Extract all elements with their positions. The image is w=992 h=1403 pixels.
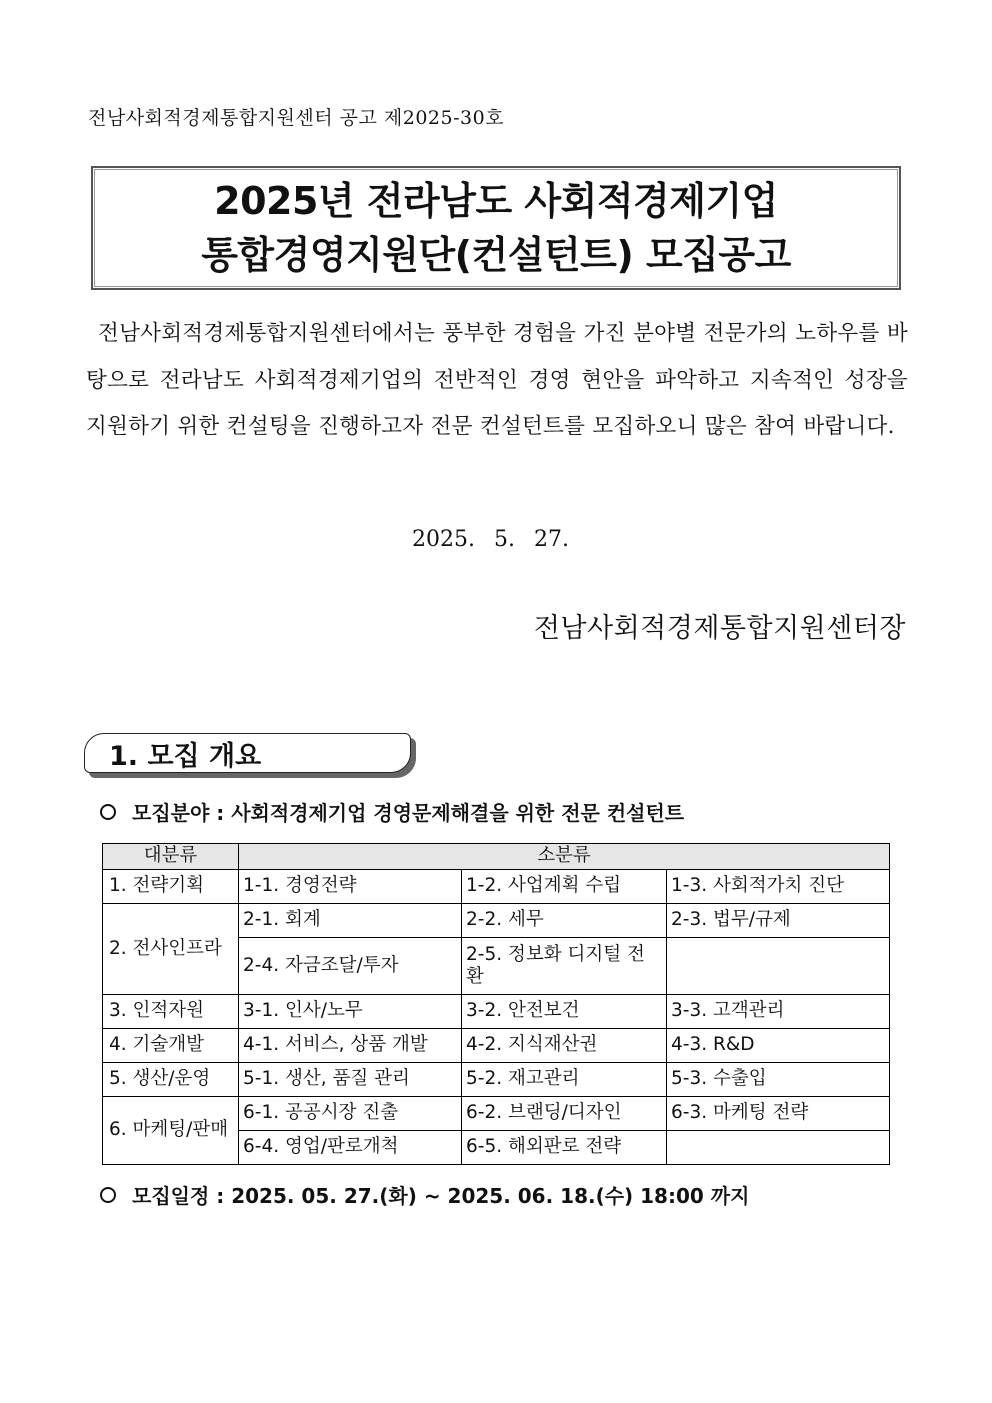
minor-cell: 3-2. 안전보건 <box>462 995 667 1029</box>
table-row <box>103 995 890 1029</box>
minor-cell: 3-3. 고객관리 <box>667 995 890 1029</box>
major-cell: 5. 생산/운영 <box>103 1063 239 1097</box>
major-cell: 1. 전략기획 <box>103 870 239 904</box>
bullet-circle-icon <box>100 804 116 820</box>
signer: 전남사회적경제통합지원센터장 <box>533 613 906 644</box>
minor-cell: 2-5. 정보화 디지털 전환 <box>462 938 667 995</box>
recruit-field-line <box>100 797 684 826</box>
minor-cell: 6-2. 브랜딩/디자인 <box>462 1097 667 1131</box>
minor-cell: 1-3. 사회적가치 진단 <box>667 870 890 904</box>
notice-number: 전남사회적경제통합지원센터 공고 제2025-30호 <box>88 107 505 129</box>
title-line-2: 통합경영지원단(컨설턴트) 모집공고 <box>201 233 791 277</box>
table-header-row <box>103 844 890 870</box>
minor-cell: 6-3. 마케팅 전략 <box>667 1097 890 1131</box>
minor-cell: 4-3. R&D <box>667 1029 890 1063</box>
bullet-circle-icon <box>100 1187 116 1203</box>
minor-cell: 1-1. 경영전략 <box>239 870 462 904</box>
recruit-schedule-line <box>100 1180 749 1209</box>
major-cell: 3. 인적자원 <box>103 995 239 1029</box>
minor-cell: 4-1. 서비스, 상품 개발 <box>239 1029 462 1063</box>
minor-cell: 2-1. 회계 <box>239 904 462 938</box>
minor-cell <box>667 1131 890 1165</box>
major-cell: 4. 기술개발 <box>103 1029 239 1063</box>
minor-cell: 2-3. 법무/규제 <box>667 904 890 938</box>
title-box <box>91 166 901 290</box>
header-minor: 소분류 <box>239 844 890 870</box>
table-row <box>103 1097 890 1131</box>
minor-cell: 6-4. 영업/판로개척 <box>239 1131 462 1165</box>
table-row <box>103 1063 890 1097</box>
minor-cell: 4-2. 지식재산권 <box>462 1029 667 1063</box>
table-row <box>103 870 890 904</box>
major-cell: 6. 마케팅/판매 <box>103 1097 239 1165</box>
header-major: 대분류 <box>103 844 239 870</box>
minor-cell: 5-3. 수출입 <box>667 1063 890 1097</box>
minor-cell: 5-2. 재고관리 <box>462 1063 667 1097</box>
recruit-field-text: 모집분야 : 사회적경제기업 경영문제해결을 위한 전문 컨설턴트 <box>132 801 685 825</box>
title-line-1: 2025년 전라남도 사회적경제기업 <box>214 179 778 223</box>
recruit-schedule-text: 모집일정 : 2025. 05. 27.(화) ~ 2025. 06. 18.(수) 18:00 까지 <box>132 1184 750 1208</box>
minor-cell: 5-1. 생산, 품질 관리 <box>239 1063 462 1097</box>
minor-cell: 6-1. 공공시장 진출 <box>239 1097 462 1131</box>
table-row <box>103 904 890 938</box>
intro-paragraph: 전남사회적경제통합지원센터에서는 풍부한 경험을 가진 분야별 전문가의 노하우를 바탕으로 전라남도 사회적경제기업의 전반적인 경영 현안을 파악하고 지속적인 성장을 지원하기 위한 컨설팅을 진행하고자 전문 컨설턴트를 모집하오니 많은 참여 바랍니다. <box>86 321 908 439</box>
category-table <box>102 843 890 1165</box>
minor-cell: 6-5. 해외판로 전략 <box>462 1131 667 1165</box>
minor-cell: 2-2. 세무 <box>462 904 667 938</box>
major-cell: 2. 전사인프라 <box>103 904 239 995</box>
section-title-overview: 1. 모집 개요 <box>84 733 411 773</box>
minor-cell: 3-1. 인사/노무 <box>239 995 462 1029</box>
minor-cell: 2-4. 자금조달/투자 <box>239 938 462 995</box>
announcement-date: 2025. 5. 27. <box>412 527 569 552</box>
minor-cell: 1-2. 사업계획 수립 <box>462 870 667 904</box>
minor-cell <box>667 938 890 995</box>
table-row <box>103 1029 890 1063</box>
